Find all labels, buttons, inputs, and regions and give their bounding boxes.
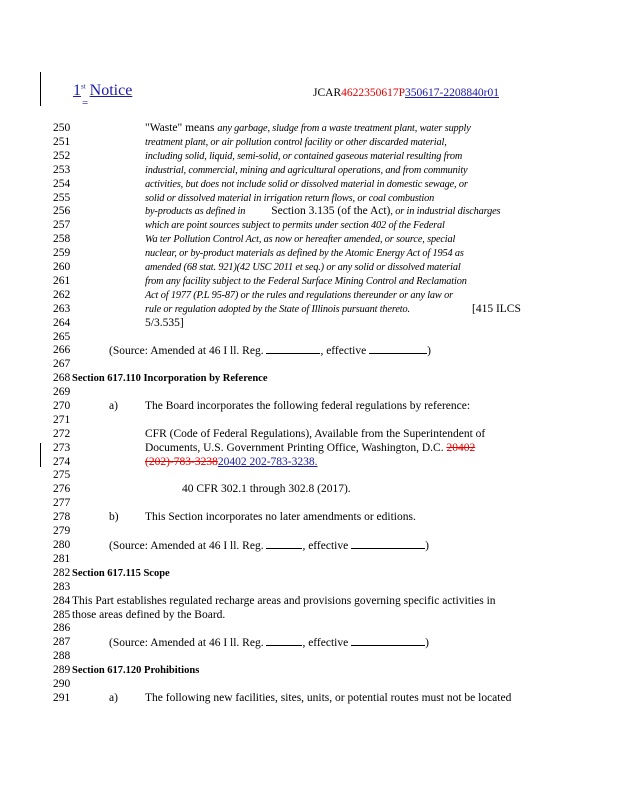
line-number: 255 — [53, 192, 71, 204]
source-text: , effective — [302, 637, 352, 649]
waste-text: , or in industrial discharges — [390, 206, 501, 217]
source-note-287 — [109, 636, 429, 650]
reg-blank — [266, 344, 320, 354]
waste-text: any garbage, sludge from a waste treatment plant, water supply — [217, 123, 471, 134]
line-number: 288 — [53, 650, 71, 662]
source-note-280 — [109, 539, 429, 553]
line-number: 267 — [53, 358, 71, 370]
line-number: 256 — [53, 205, 71, 217]
effective-blank — [369, 344, 427, 354]
line-number: 258 — [53, 233, 71, 245]
scope-line-285: those areas defined by the Board. — [72, 609, 226, 621]
source-note-266 — [109, 344, 431, 358]
waste-section-ref: Section 3.135 (of the Act) — [271, 205, 391, 217]
source-text: ) — [427, 345, 431, 357]
reg-blank — [266, 636, 302, 646]
waste-text: by-products as defined in — [145, 206, 246, 217]
line-number: 270 — [53, 400, 71, 412]
effective-blank — [351, 539, 425, 549]
jcar-inserted: 350617-2208840r01 — [405, 87, 499, 99]
line-number: 252 — [53, 150, 71, 162]
source-text: , effective — [302, 540, 352, 552]
line-number: 291 — [53, 692, 71, 704]
line-number: 274 — [53, 456, 71, 468]
waste-line-250 — [145, 122, 471, 135]
line-number: 269 — [53, 386, 71, 398]
waste-line-258: Wa ter Pollution Control Act, as now or hereafter amended, or source, special — [145, 234, 456, 245]
section-617-110-heading: Section 617.110 Incorporation by Reference — [72, 373, 268, 384]
cfr-line-272: CFR (Code of Federal Regulations), Available from the Superintendent of — [145, 428, 486, 440]
prohibitions-line-291: The following new facilities, sites, units, or potential routes must not be located — [145, 692, 512, 704]
waste-line-259: nuclear, or by-product materials as defined by the Atomic Energy Act of 1954 as — [145, 248, 464, 259]
waste-line-260: amended (68 stat. 921)(42 USC 2011 et seq.) or any solid or dissolved material — [145, 262, 461, 273]
notice-under-mark: = — [82, 97, 89, 109]
line-number: 286 — [53, 622, 71, 634]
line-number: 280 — [53, 539, 71, 551]
waste-line-256 — [145, 205, 500, 218]
item-b-text: This Section incorporates no later amendments or editions. — [145, 511, 416, 523]
scope-line-284: This Part establishes regulated recharge areas and provisions governing specific activities in — [72, 595, 496, 607]
jcar-code — [313, 87, 499, 99]
section-617-115-heading: Section 617.115 Scope — [72, 568, 170, 579]
line-number: 261 — [53, 275, 71, 287]
source-text: (Source: Amended at 46 I ll. Reg. — [109, 637, 267, 649]
line-number: 262 — [53, 289, 71, 301]
line-number: 281 — [53, 553, 71, 565]
line-number: 271 — [53, 414, 71, 426]
waste-line-263: rule or regulation adopted by the State of Illinois pursuant thereto. — [145, 304, 410, 315]
line-number: 266 — [53, 344, 71, 356]
line-number: 277 — [53, 497, 71, 509]
line-number: 250 — [53, 122, 71, 134]
line-number: 264 — [53, 317, 71, 329]
jcar-deleted: 4622350617P — [341, 87, 406, 99]
source-text: ) — [425, 540, 429, 552]
line-number: 283 — [53, 581, 71, 593]
line-number: 285 — [53, 609, 71, 621]
change-bar-cfr — [40, 443, 41, 467]
line-number: 284 — [53, 595, 71, 607]
cfr-text: Documents, U.S. Government Printing Office, Washington, D.C. — [145, 442, 447, 454]
section-617-120-heading: Section 617.120 Prohibitions — [72, 665, 200, 676]
line-number: 260 — [53, 261, 71, 273]
cfr-line-274 — [145, 456, 318, 469]
jcar-label: JCAR — [313, 87, 342, 99]
item-a-text: The Board incorporates the following federal regulations by reference: — [145, 400, 471, 412]
cfr-deleted-zip: 20402 — [446, 442, 476, 454]
notice-label: Notice — [89, 82, 133, 99]
line-number: 278 — [53, 511, 71, 523]
cfr-deleted-phone: (202)-783-3238 — [145, 456, 218, 468]
line-number: 289 — [53, 664, 71, 676]
waste-line-261: from any facility subject to the Federal Surface Mining Control and Reclamation — [145, 276, 467, 287]
waste-cite: [415 ILCS — [472, 303, 521, 315]
line-number: 287 — [53, 636, 71, 648]
line-number: 268 — [53, 372, 71, 384]
waste-term: "Waste" means — [145, 122, 218, 134]
waste-line-257: which are point sources subject to permits under section 402 of the Federal — [145, 220, 445, 231]
waste-line-252: including solid, liquid, semi-solid, or contained gaseous material resulting from — [145, 151, 463, 162]
line-number: 282 — [53, 567, 71, 579]
item-a-label: a) — [109, 400, 118, 412]
waste-line-262: Act of 1977 (P.L 95-87) or the rules and regulations thereunder or any law or — [145, 290, 453, 301]
effective-blank — [351, 636, 425, 646]
line-number: 275 — [53, 469, 71, 481]
cfr-line-273 — [145, 442, 475, 455]
change-bar-header — [40, 72, 41, 106]
notice-sup: st — [81, 82, 86, 91]
source-text: , effective — [320, 345, 370, 357]
line-number: 290 — [53, 678, 71, 690]
waste-line-251: treatment plant, or air pollution control facility or other discarded material, — [145, 137, 447, 148]
line-number: 259 — [53, 247, 71, 259]
waste-line-254: activities, but does not include solid or dissolved material in domestic sewage, or — [145, 179, 468, 190]
waste-line-253: industrial, commercial, mining and agricultural operations, and from community — [145, 165, 468, 176]
cfr-inserted-text: 20402 202-783-3238. — [217, 456, 318, 468]
item-b-label: b) — [109, 511, 119, 523]
reg-blank — [266, 539, 302, 549]
prohibitions-a-label: a) — [109, 692, 118, 704]
notice-prefix: 1 — [73, 82, 81, 99]
waste-line-255: solid or dissolved material in irrigation return flows, or coal combustion — [145, 193, 435, 204]
line-number: 254 — [53, 178, 71, 190]
line-number: 272 — [53, 428, 71, 440]
line-number: 273 — [53, 442, 71, 454]
line-number: 279 — [53, 525, 71, 537]
line-number: 257 — [53, 219, 71, 231]
line-number: 263 — [53, 303, 71, 315]
source-text: (Source: Amended at 46 I ll. Reg. — [109, 345, 267, 357]
cfr-line-276: 40 CFR 302.1 through 302.8 (2017). — [182, 483, 351, 495]
source-text: ) — [425, 637, 429, 649]
line-number: 251 — [53, 136, 71, 148]
line-number: 265 — [53, 331, 71, 343]
line-number: 253 — [53, 164, 71, 176]
line-number: 276 — [53, 483, 71, 495]
source-text: (Source: Amended at 46 I ll. Reg. — [109, 540, 267, 552]
waste-line-264: 5/3.535] — [145, 317, 184, 329]
